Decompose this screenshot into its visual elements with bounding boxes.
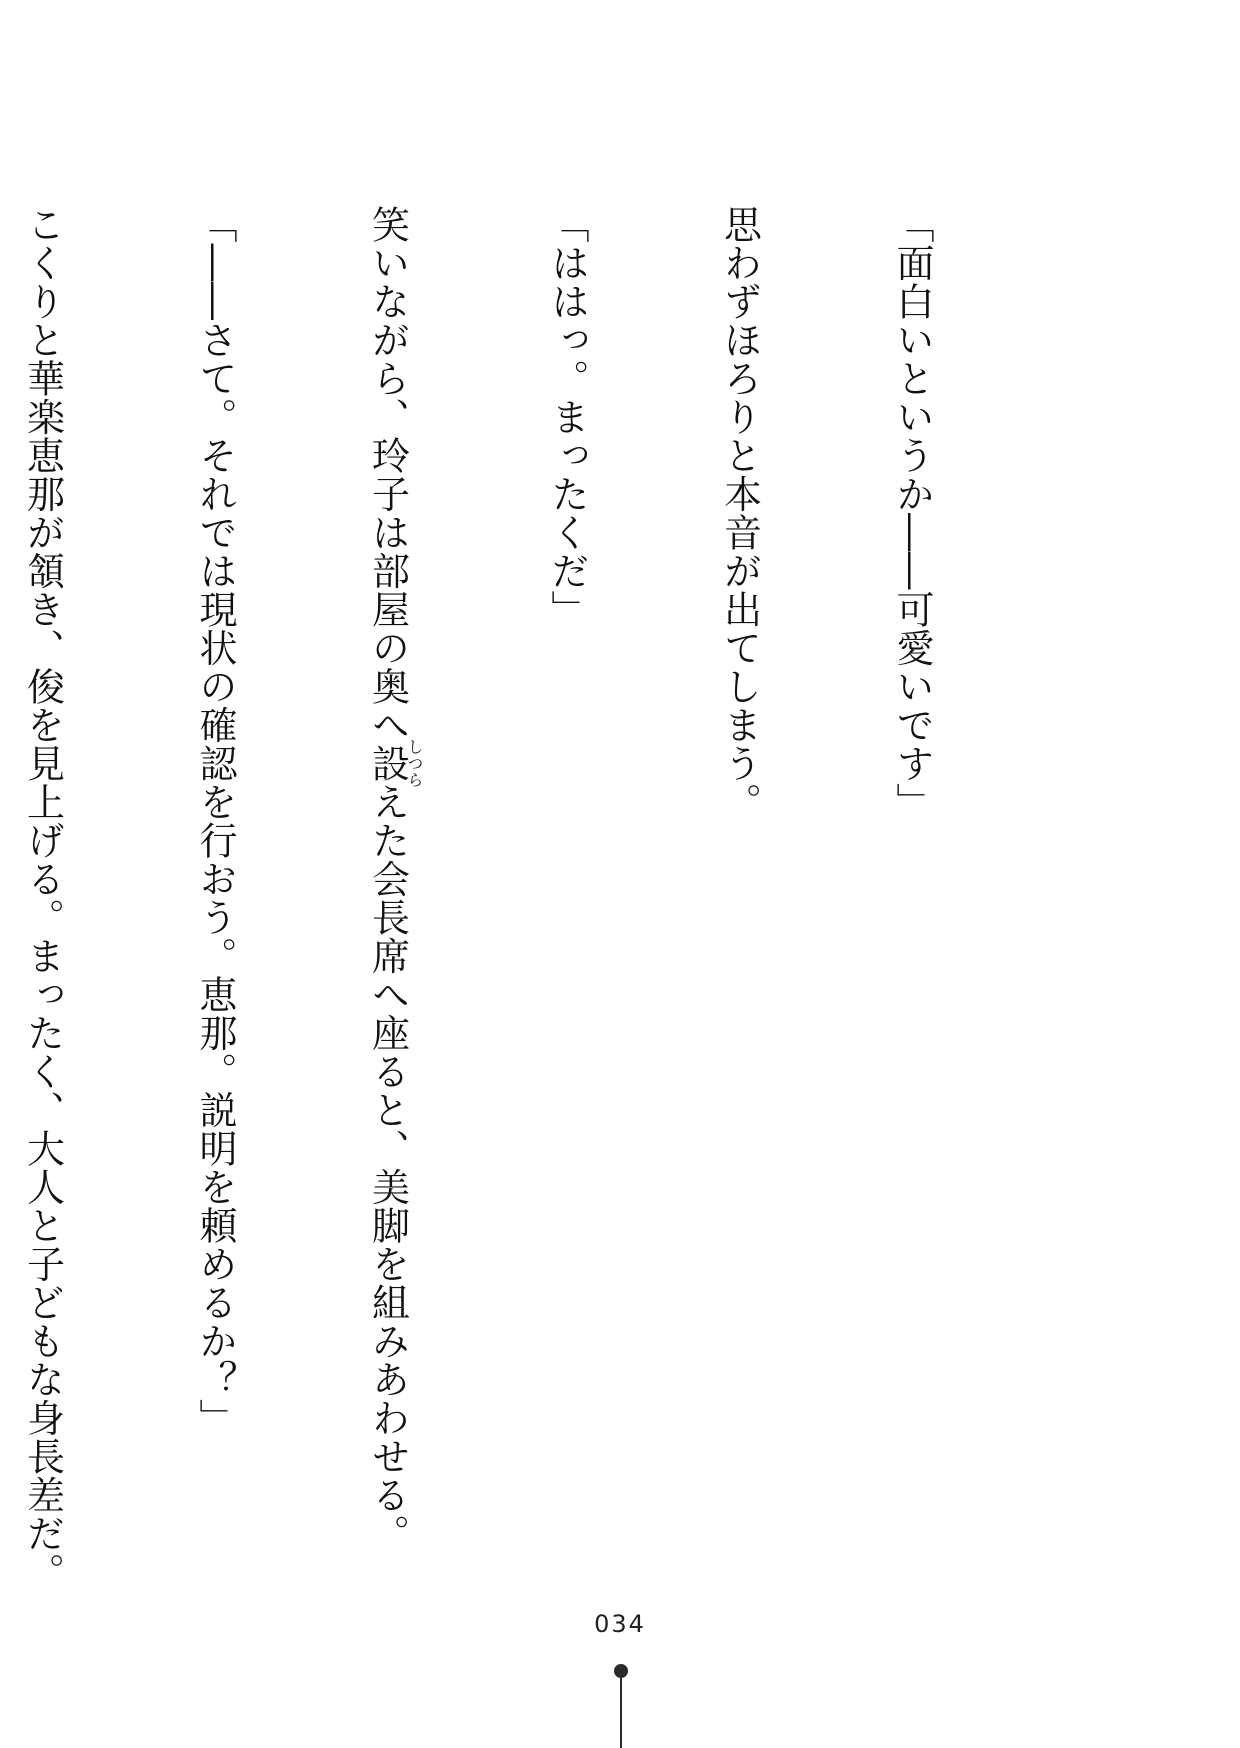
- text-line: 「面白いというか――可愛いです」: [890, 205, 934, 821]
- text-line-with-ruby: [358, 205, 424, 1553]
- ruby-base: 設: [365, 738, 410, 788]
- ruby-annotation: [365, 738, 424, 788]
- text-line: 「ははっ。まったくだ」: [545, 205, 589, 629]
- text-fragment: えた会長席へ座ると、美脚を組みあわせる。: [365, 782, 410, 1553]
- text-line: 思わずほろりと本音が出てしまう。: [717, 205, 762, 821]
- text-fragment: 笑いながら、玲子は部屋の奥へ: [365, 205, 410, 744]
- page-marker-line: [620, 1678, 622, 1748]
- vertical-text-body: [0, 205, 1055, 1591]
- text-line: こくりと華楽恵那が頷き、俊を見上げる。まったく、大人と子どもな身長差だ。: [20, 205, 65, 1591]
- text-line: 「――さて。それでは現状の確認を行おう。恵那。説明を頼めるか？」: [193, 205, 237, 1437]
- page-number: 034: [594, 1610, 646, 1638]
- ruby-reading: しつら: [405, 738, 424, 788]
- page-marker-dot: [614, 1664, 628, 1678]
